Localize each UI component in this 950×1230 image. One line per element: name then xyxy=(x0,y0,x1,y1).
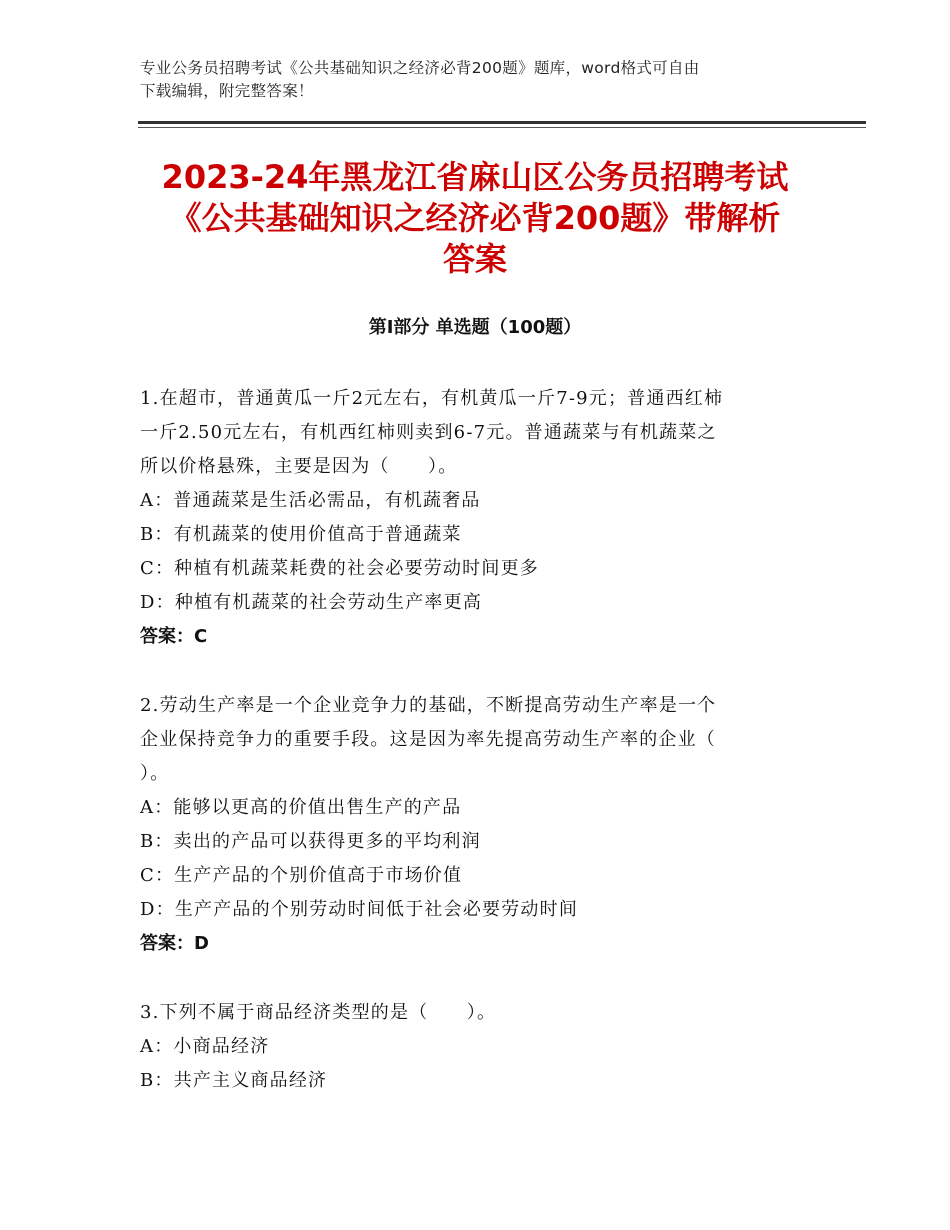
document-title xyxy=(100,157,850,280)
question-spacer xyxy=(140,654,820,689)
answer-label: 答案：D xyxy=(140,933,209,954)
question-stem-line: 所以价格悬殊，主要是因为（ ）。 xyxy=(140,456,458,477)
option-b: B：共产主义商品经济 xyxy=(140,1070,328,1091)
option-a: A：能够以更高的价值出售生产的产品 xyxy=(140,797,462,818)
question-1 xyxy=(140,382,820,654)
document-title-line-3: 答案 xyxy=(442,240,507,278)
question-2 xyxy=(140,689,820,961)
question-spacer xyxy=(140,961,820,996)
question-stem xyxy=(140,689,820,791)
header-divider-thick xyxy=(138,121,866,124)
answer-label: 答案：C xyxy=(140,626,208,647)
option-b: B：卖出的产品可以获得更多的平均利润 xyxy=(140,831,481,852)
question-stem xyxy=(140,996,820,1030)
question-3 xyxy=(140,996,820,1098)
option-c: C：生产产品的个别价值高于市场价值 xyxy=(140,865,463,886)
question-stem xyxy=(140,382,820,484)
document-title-line-1: 2023-24年黑龙江省麻山区公务员招聘考试 xyxy=(161,158,789,196)
question-stem-line: 企业保持竞争力的重要手段。这是因为率先提高劳动生产率的企业（ xyxy=(140,729,716,750)
question-stem-line: 1.在超市，普通黄瓜一斤2元左右，有机黄瓜一斤7-9元；普通西红柿 xyxy=(140,388,724,409)
option-d: D：生产产品的个别劳动时间低于社会必要劳动时间 xyxy=(140,899,579,920)
header-note-line-2: 下载编辑，附完整答案！ xyxy=(140,82,314,100)
header-note xyxy=(140,57,820,103)
header-divider-thin xyxy=(138,127,866,128)
section-heading: 第Ⅰ部分 单选题（100题） xyxy=(368,317,582,338)
option-a: A：小商品经济 xyxy=(140,1036,270,1057)
option-a: A：普通蔬菜是生活必需品，有机蔬奢品 xyxy=(140,490,481,511)
question-stem-line: ）。 xyxy=(140,763,170,784)
question-stem-line: 一斤2.50元左右，有机西红柿则卖到6-7元。普通蔬菜与有机蔬菜之 xyxy=(140,422,717,443)
document-title-line-2: 《公共基础知识之经济必背200题》带解析 xyxy=(169,199,781,237)
option-b: B：有机蔬菜的使用价值高于普通蔬菜 xyxy=(140,524,462,545)
question-list xyxy=(140,382,820,1098)
header-note-line-1: 专业公务员招聘考试《公共基础知识之经济必背200题》题库，word格式可自由 xyxy=(140,59,700,77)
option-d: D：种植有机蔬菜的社会劳动生产率更高 xyxy=(140,592,483,613)
option-c: C：种植有机蔬菜耗费的社会必要劳动时间更多 xyxy=(140,558,539,579)
question-stem-line: 2.劳动生产率是一个企业竞争力的基础，不断提高劳动生产率是一个 xyxy=(140,695,717,716)
question-stem-line: 3.下列不属于商品经济类型的是（ ）。 xyxy=(140,1002,497,1023)
